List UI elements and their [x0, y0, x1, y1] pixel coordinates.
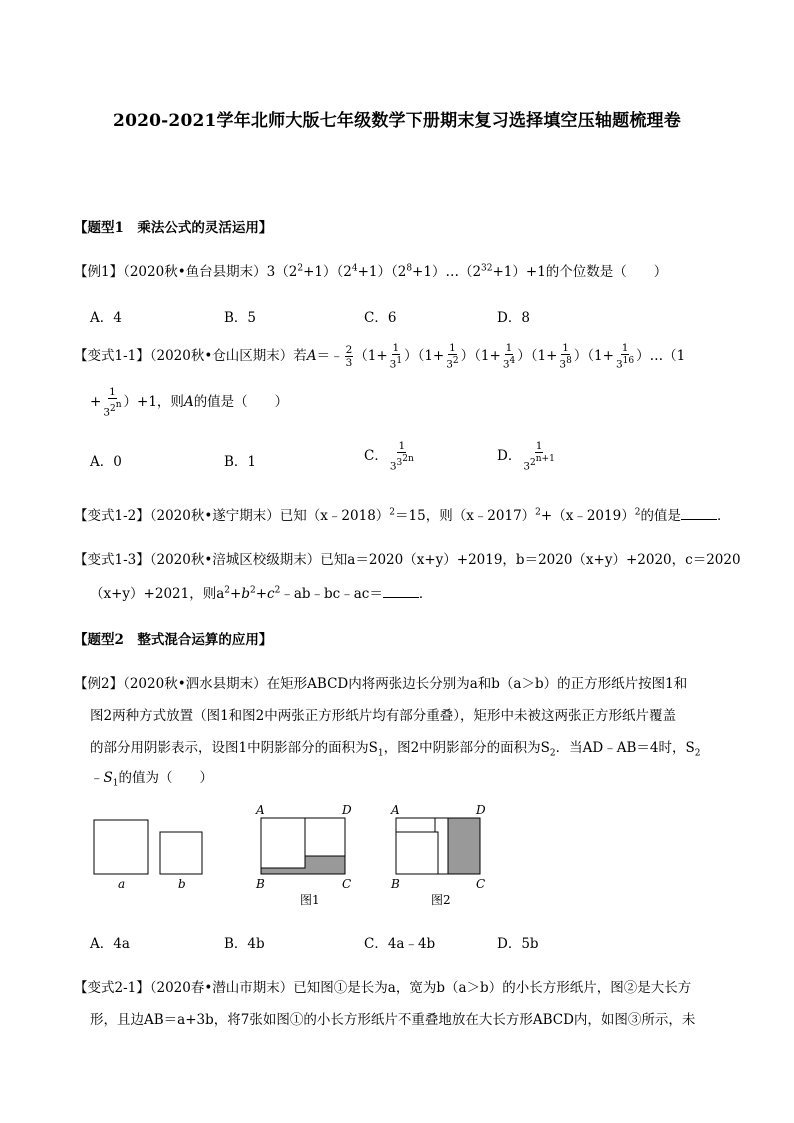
variant-1-1-option-c[interactable]: C． $\frac{1}{3^{3^{2n}}}$ [364, 440, 414, 473]
label-C-1: C [342, 877, 352, 891]
square-a [94, 820, 148, 874]
label-D-1: D [342, 803, 352, 817]
variant-1-1-stem: 【变式1-1】（2020秋•仓山区期末）若A＝﹣ $\frac{2}{3}$ （1+ $\frac{1}{3^1}$ ）（1+ $\frac{1}{3^2}$ ）（1+ $\frac{1}{3^4}$ ）（1+ $\frac{1}{3^8}$ ）（1+ $\frac{1}{3^{16}}$ ）…（1 [74, 342, 686, 371]
example-1-option-d[interactable]: D．8 [497, 310, 530, 326]
label-C-2: C [476, 877, 486, 891]
example-2-stem-1: 【例2】（2020秋•泗水县期末）在矩形ABCD内将两张边长分别为a和b（a＞b）的正方形纸片按图1和 [74, 676, 688, 692]
label-B-2: B [391, 877, 400, 891]
example-2-stem-2: 图2两种方式放置（图1和图2中两张正方形纸片均有部分重叠），矩形中未被这两张正方形纸片覆盖 [90, 708, 677, 724]
answer-blank[interactable] [383, 585, 419, 598]
variant-1-3-stem-2: （x+y）+2021，则$a^2+b^2+c^2﹣ab﹣bc﹣ac=$ ． [90, 585, 433, 602]
example-1-option-a[interactable]: A．4 [90, 310, 122, 326]
label-A-2: A [391, 803, 400, 817]
label-A-1: A [256, 803, 265, 817]
figure-2 [396, 818, 480, 874]
label-D-2: D [476, 803, 486, 817]
answer-blank[interactable] [681, 507, 717, 520]
example-2-option-d[interactable]: D．5b [497, 936, 539, 952]
variant-2-1-stem-2: 形，且边AB＝a+3b，将7张如图①的小长方形纸片不重叠地放在大长方形ABCD内，如图③所示，未 [90, 1012, 696, 1028]
example-2-option-c[interactable]: C．4a﹣4b [364, 936, 436, 952]
example-1-option-b[interactable]: B．5 [224, 310, 257, 326]
square-b [160, 832, 202, 874]
variant-1-1-option-d[interactable]: D． $\frac{1}{3^{2^{n+1}}}$ [497, 440, 555, 473]
variant-1-3-stem: 【变式1-3】（2020秋•涪城区校级期末）已知a＝2020（x+y）+2019，b＝2020（x+y）+2020，c＝2020 [74, 552, 741, 568]
variant-1-2-stem: 【变式1-2】（2020秋•遂宁期末）已知（x﹣2018）$^2$＝15，则（x﹣2017）$^2$+（x﹣2019）$^2$的值是 ． [74, 507, 731, 524]
example-2-stem-4: $﹣S_1$的值为（ ） [90, 770, 213, 789]
label-fig2: 图2 [431, 893, 451, 907]
example-2-figure [86, 800, 506, 912]
example-2-stem-3: 的部分用阴影表示，设图1中阴影部分的面积为$S_1$，图2中阴影部分的面积为$S_2$．当AD﹣AB＝4时，$S_2$ [90, 740, 701, 759]
example-1-option-c[interactable]: C．6 [364, 310, 397, 326]
variant-1-1-option-a[interactable]: A．0 [90, 454, 122, 470]
label-a: a [118, 877, 126, 891]
section-heading-1: 【题型1 乘法公式的灵活运用】 [74, 220, 273, 236]
example-2-option-a[interactable]: A．4a [90, 936, 130, 952]
label-fig1: 图1 [300, 893, 320, 907]
figure-1 [261, 818, 345, 874]
variant-1-1-stem-2: + $\frac{1}{3^{2^n}}$ ）+1，则A的值是（ ） [90, 386, 289, 419]
label-B-1: B [256, 877, 265, 891]
example-1-stem: 【例1】（2020秋•鱼台县期末）$3(2^2+1)(2^4+1)(2^8+1)\dots(2^{32}+1)+1$的个位数是（ ） [74, 263, 668, 280]
page-title: 2020-2021学年北师大版七年级数学下册期末复习选择填空压轴题梳理卷 [113, 111, 681, 131]
section-heading-2: 【题型2 整式混合运算的应用】 [74, 632, 273, 648]
variant-2-1-stem-1: 【变式2-1】（2020春•潜山市期末）已知图①是长为a，宽为b（a＞b）的小长方形纸片，图②是大长方 [74, 980, 692, 996]
example-2-option-b[interactable]: B．4b [224, 936, 265, 952]
variant-1-1-option-b[interactable]: B．1 [224, 454, 257, 470]
label-b: b [178, 877, 186, 891]
